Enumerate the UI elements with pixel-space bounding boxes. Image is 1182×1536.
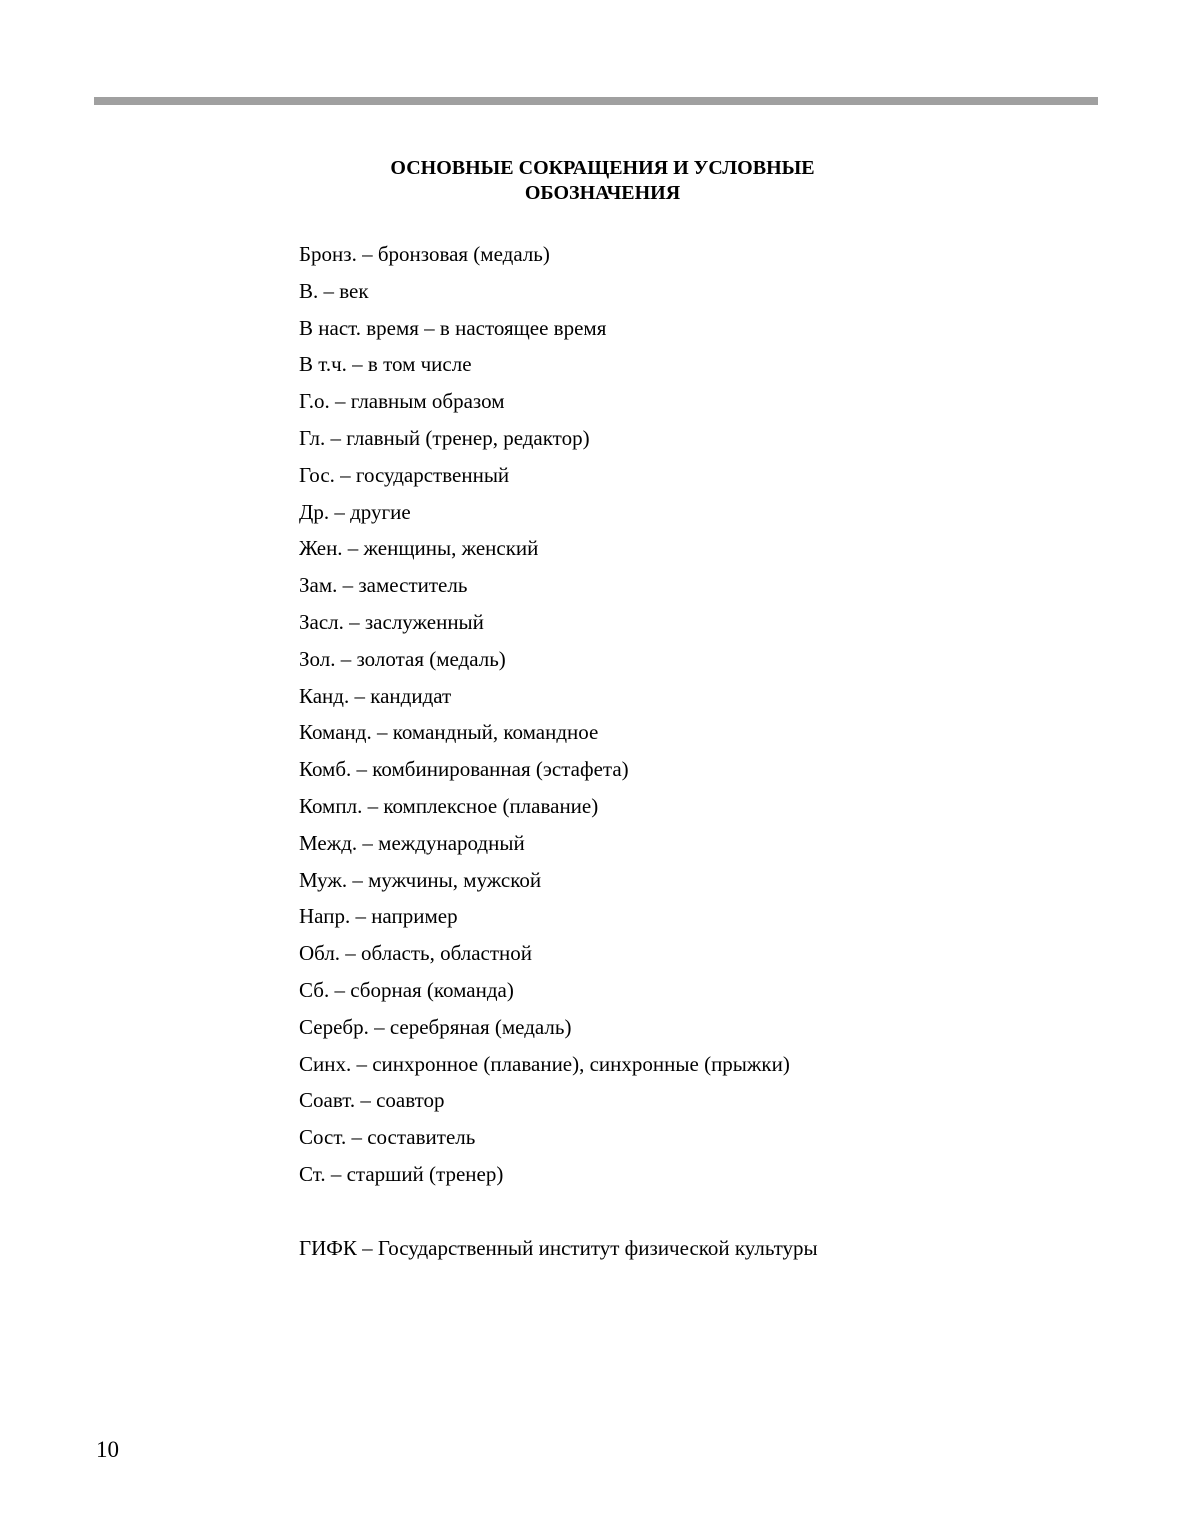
list-item: Жен. – женщины, женский bbox=[299, 536, 539, 561]
list-item: Зам. – заместитель bbox=[299, 573, 468, 598]
list-item: Комб. – комбинированная (эстафета) bbox=[299, 757, 629, 782]
abbreviation-list bbox=[299, 239, 790, 1196]
list-item: Сб. – сборная (команда) bbox=[299, 977, 514, 1002]
list-item: Г.о. – главным образом bbox=[299, 389, 505, 414]
list-item: Обл. – область, областной bbox=[299, 941, 533, 966]
gifk-abbreviation: ГИФК – Государственный институт физической культуры bbox=[299, 1236, 818, 1260]
page-title-line-1: ОСНОВНЫЕ СОКРАЩЕНИЯ И УСЛОВНЫЕ bbox=[390, 157, 815, 179]
list-item: Компл. – комплексное (плавание) bbox=[299, 793, 599, 818]
list-item: В наст. время – в настоящее время bbox=[299, 315, 607, 340]
list-item: Соавт. – соавтор bbox=[299, 1088, 445, 1113]
list-item: Ст. – старший (тренер) bbox=[299, 1161, 504, 1186]
list-item: Синх. – синхронное (плавание), синхронные (прыжки) bbox=[299, 1051, 790, 1076]
list-item: Напр. – например bbox=[299, 904, 458, 929]
page-title bbox=[300, 156, 905, 206]
top-rule bbox=[94, 97, 1098, 105]
list-item: Гл. – главный (тренер, редактор) bbox=[299, 425, 590, 450]
list-item: Серебр. – серебряная (медаль) bbox=[299, 1014, 572, 1039]
list-item: Сост. – составитель bbox=[299, 1125, 476, 1150]
page-title-line-2: ОБОЗНАЧЕНИЯ bbox=[524, 182, 681, 204]
list-item: Гос. – государственный bbox=[299, 462, 510, 487]
list-item: Др. – другие bbox=[299, 499, 411, 524]
list-item: Засл. – заслуженный bbox=[299, 609, 484, 634]
list-item: В т.ч. – в том числе bbox=[299, 352, 472, 377]
list-item: Муж. – мужчины, мужской bbox=[299, 867, 542, 892]
list-item: Канд. – кандидат bbox=[299, 683, 452, 708]
list-item: Зол. – золотая (медаль) bbox=[299, 646, 506, 671]
list-item: Межд. – международный bbox=[299, 830, 525, 855]
list-item: В. – век bbox=[299, 278, 369, 303]
list-item: Команд. – командный, командное bbox=[299, 720, 599, 745]
page-number: 10 bbox=[96, 1437, 119, 1462]
list-item: Бронз. – бронзовая (медаль) bbox=[299, 242, 550, 266]
